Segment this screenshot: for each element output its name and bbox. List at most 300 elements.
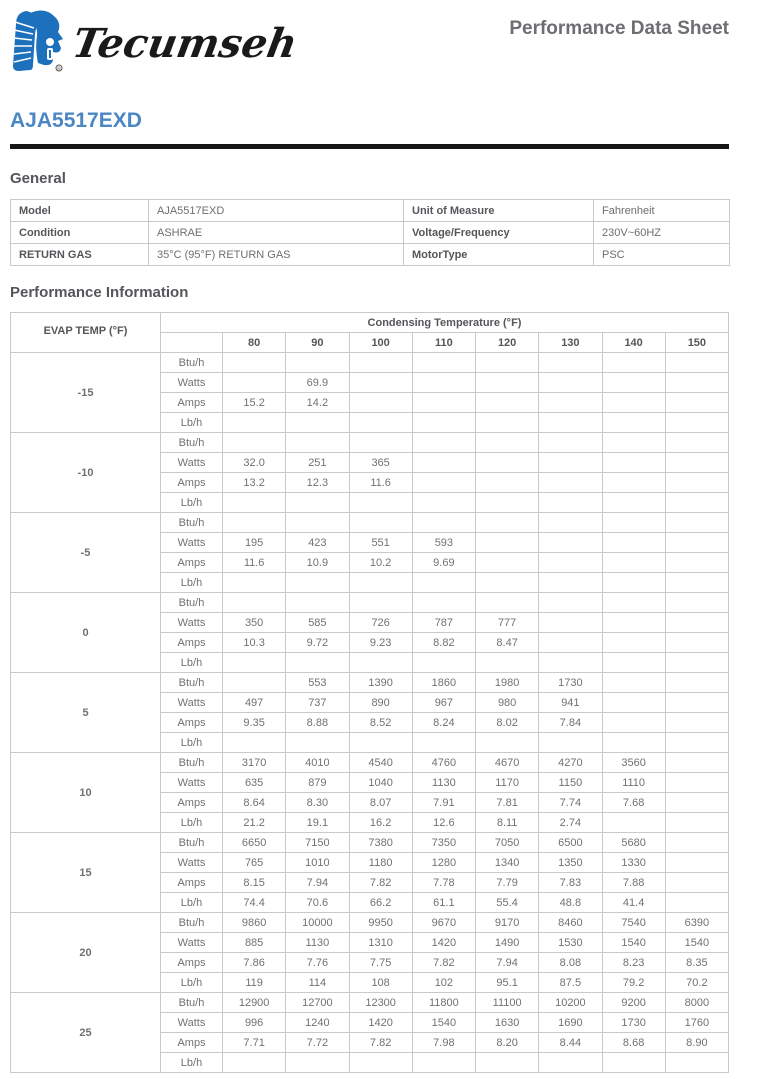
perf-value-cell — [223, 653, 286, 673]
perf-value-cell: 10.3 — [223, 633, 286, 653]
perf-value-cell: 890 — [349, 693, 412, 713]
perf-value-cell: 8.47 — [476, 633, 539, 653]
perf-value-cell: 7.72 — [286, 1033, 349, 1053]
perf-value-cell — [223, 593, 286, 613]
perf-value-cell: 87.5 — [539, 973, 602, 993]
perf-value-cell: 12.6 — [412, 813, 475, 833]
perf-value-cell — [602, 393, 665, 413]
perf-value-cell: 7.82 — [349, 1033, 412, 1053]
condensing-temp-column-header: 110 — [412, 333, 475, 353]
perf-value-cell — [602, 713, 665, 733]
svg-text:R: R — [57, 66, 61, 73]
perf-value-cell — [412, 433, 475, 453]
general-label: RETURN GAS — [11, 244, 149, 266]
tecumseh-wordmark: Tecumseh — [68, 19, 301, 67]
page-title: Performance Data Sheet — [509, 18, 729, 39]
perf-value-cell — [602, 493, 665, 513]
perf-value-cell — [412, 653, 475, 673]
evap-temp-cell: -5 — [11, 513, 161, 593]
perf-value-cell — [665, 433, 728, 453]
metric-label-cell: Btu/h — [161, 513, 223, 533]
perf-value-cell: 9950 — [349, 913, 412, 933]
perf-value-cell — [286, 353, 349, 373]
perf-data-row — [11, 513, 729, 533]
perf-value-cell: 66.2 — [349, 893, 412, 913]
metric-label-cell: Btu/h — [161, 353, 223, 373]
perf-value-cell: 1730 — [539, 673, 602, 693]
metric-label-cell: Lb/h — [161, 893, 223, 913]
perf-value-cell — [602, 693, 665, 713]
perf-value-cell — [539, 393, 602, 413]
perf-value-cell — [665, 393, 728, 413]
perf-data-row — [11, 433, 729, 453]
metric-label-cell: Watts — [161, 1013, 223, 1033]
perf-value-cell — [412, 413, 475, 433]
perf-value-cell — [412, 473, 475, 493]
perf-value-cell: 737 — [286, 693, 349, 713]
perf-value-cell — [665, 473, 728, 493]
perf-value-cell: 7.78 — [412, 873, 475, 893]
perf-value-cell — [412, 353, 475, 373]
perf-value-cell: 70.2 — [665, 973, 728, 993]
perf-value-cell — [286, 1053, 349, 1073]
perf-value-cell — [412, 733, 475, 753]
perf-value-cell — [602, 373, 665, 393]
perf-value-cell: 1330 — [602, 853, 665, 873]
performance-table — [10, 312, 729, 1073]
perf-value-cell: 12900 — [223, 993, 286, 1013]
tecumseh-logo — [10, 8, 301, 79]
perf-value-cell — [539, 633, 602, 653]
perf-value-cell — [665, 573, 728, 593]
perf-value-cell: 8.20 — [476, 1033, 539, 1053]
perf-value-cell: 12700 — [286, 993, 349, 1013]
perf-value-cell — [349, 513, 412, 533]
perf-value-cell: 32.0 — [223, 453, 286, 473]
perf-value-cell: 11100 — [476, 993, 539, 1013]
perf-value-cell — [602, 433, 665, 453]
metric-label-cell: Watts — [161, 933, 223, 953]
perf-value-cell — [223, 493, 286, 513]
perf-value-cell: 593 — [412, 533, 475, 553]
perf-value-cell: 10200 — [539, 993, 602, 1013]
perf-value-cell: 114 — [286, 973, 349, 993]
perf-value-cell — [286, 493, 349, 513]
metric-label-cell: Btu/h — [161, 753, 223, 773]
perf-value-cell — [665, 613, 728, 633]
perf-value-cell — [602, 353, 665, 373]
perf-value-cell — [602, 453, 665, 473]
metric-label-cell: Amps — [161, 713, 223, 733]
perf-value-cell: 102 — [412, 973, 475, 993]
perf-value-cell — [665, 793, 728, 813]
condensing-temp-column-header: 130 — [539, 333, 602, 353]
perf-value-cell — [665, 873, 728, 893]
metric-label-cell: Lb/h — [161, 573, 223, 593]
metric-label-cell: Btu/h — [161, 593, 223, 613]
general-value: AJA5517EXD — [149, 200, 404, 222]
general-label: Voltage/Frequency — [404, 222, 594, 244]
perf-value-cell: 497 — [223, 693, 286, 713]
divider-rule — [10, 144, 729, 149]
perf-value-cell — [539, 653, 602, 673]
perf-value-cell: 1010 — [286, 853, 349, 873]
metric-label-cell: Watts — [161, 533, 223, 553]
metric-label-cell: Btu/h — [161, 993, 223, 1013]
perf-value-cell: 7.83 — [539, 873, 602, 893]
perf-value-cell: 4670 — [476, 753, 539, 773]
perf-value-cell — [665, 693, 728, 713]
perf-value-cell: 1730 — [602, 1013, 665, 1033]
general-label: Model — [11, 200, 149, 222]
perf-value-cell — [476, 573, 539, 593]
evap-temp-cell: 15 — [11, 833, 161, 913]
perf-value-cell — [223, 373, 286, 393]
metric-label-cell: Amps — [161, 793, 223, 813]
perf-value-cell: 4010 — [286, 753, 349, 773]
perf-value-cell: 9.35 — [223, 713, 286, 733]
perf-value-cell: 1540 — [665, 933, 728, 953]
perf-value-cell: 55.4 — [476, 893, 539, 913]
perf-value-cell: 765 — [223, 853, 286, 873]
perf-value-cell: 11800 — [412, 993, 475, 1013]
perf-value-cell: 8.07 — [349, 793, 412, 813]
perf-value-cell: 1760 — [665, 1013, 728, 1033]
perf-value-cell — [476, 453, 539, 473]
perf-value-cell: 7.86 — [223, 953, 286, 973]
perf-value-cell: 7540 — [602, 913, 665, 933]
perf-value-cell — [286, 433, 349, 453]
perf-value-cell: 7.75 — [349, 953, 412, 973]
perf-value-cell — [223, 513, 286, 533]
perf-value-cell — [476, 1053, 539, 1073]
perf-value-cell: 119 — [223, 973, 286, 993]
perf-value-cell: 8.44 — [539, 1033, 602, 1053]
performance-table-body — [11, 353, 729, 1073]
perf-value-cell: 69.9 — [286, 373, 349, 393]
perf-value-cell: 7.94 — [476, 953, 539, 973]
perf-value-cell — [602, 613, 665, 633]
perf-value-cell: 1310 — [349, 933, 412, 953]
perf-value-cell — [665, 733, 728, 753]
metric-label-cell: Amps — [161, 393, 223, 413]
perf-value-cell — [476, 373, 539, 393]
perf-value-cell: 8.68 — [602, 1033, 665, 1053]
perf-value-cell — [412, 573, 475, 593]
perf-value-cell — [539, 513, 602, 533]
metric-label-cell: Amps — [161, 633, 223, 653]
perf-value-cell — [602, 733, 665, 753]
perf-value-cell — [286, 653, 349, 673]
perf-value-cell — [476, 413, 539, 433]
perf-value-cell — [665, 593, 728, 613]
perf-value-cell: 7.98 — [412, 1033, 475, 1053]
perf-value-cell: 8.23 — [602, 953, 665, 973]
evap-temp-cell: 0 — [11, 593, 161, 673]
perf-value-cell — [665, 833, 728, 853]
perf-value-cell — [476, 733, 539, 753]
perf-value-cell — [602, 473, 665, 493]
perf-value-cell — [412, 493, 475, 513]
perf-value-cell — [665, 513, 728, 533]
perf-value-cell: 8.11 — [476, 813, 539, 833]
metric-label-cell: Btu/h — [161, 833, 223, 853]
perf-value-cell — [286, 573, 349, 593]
perf-value-cell: 635 — [223, 773, 286, 793]
perf-value-cell — [412, 513, 475, 533]
perf-value-cell — [665, 853, 728, 873]
perf-value-cell — [665, 653, 728, 673]
perf-value-cell: 9170 — [476, 913, 539, 933]
perf-value-cell — [539, 613, 602, 633]
perf-value-cell: 350 — [223, 613, 286, 633]
perf-value-cell: 48.8 — [539, 893, 602, 913]
perf-value-cell — [349, 493, 412, 513]
perf-value-cell: 2.74 — [539, 813, 602, 833]
perf-value-cell: 7050 — [476, 833, 539, 853]
general-value: ASHRAE — [149, 222, 404, 244]
perf-value-cell: 1110 — [602, 773, 665, 793]
perf-value-cell — [223, 573, 286, 593]
perf-value-cell: 7.79 — [476, 873, 539, 893]
perf-value-cell — [539, 733, 602, 753]
perf-value-cell — [602, 653, 665, 673]
perf-value-cell: 7.94 — [286, 873, 349, 893]
perf-value-cell — [476, 513, 539, 533]
perf-value-cell — [602, 633, 665, 653]
perf-value-cell — [476, 653, 539, 673]
perf-value-cell — [539, 433, 602, 453]
perf-value-cell: 1420 — [412, 933, 475, 953]
perf-value-cell — [539, 1053, 602, 1073]
perf-value-cell: 8.88 — [286, 713, 349, 733]
performance-section-heading: Performance Information — [10, 284, 189, 301]
perf-value-cell — [476, 473, 539, 493]
perf-value-cell: 4270 — [539, 753, 602, 773]
perf-value-cell — [223, 733, 286, 753]
perf-value-cell — [286, 733, 349, 753]
perf-value-cell: 7.88 — [602, 873, 665, 893]
perf-value-cell — [665, 713, 728, 733]
perf-value-cell: 1150 — [539, 773, 602, 793]
perf-value-cell — [349, 733, 412, 753]
perf-value-cell: 8.30 — [286, 793, 349, 813]
perf-value-cell: 553 — [286, 673, 349, 693]
perf-value-cell: 1240 — [286, 1013, 349, 1033]
condensing-temp-column-header: 90 — [286, 333, 349, 353]
perf-value-cell: 1860 — [412, 673, 475, 693]
evap-temp-cell: -10 — [11, 433, 161, 513]
perf-value-cell: 5680 — [602, 833, 665, 853]
perf-value-cell — [476, 493, 539, 513]
perf-value-cell: 8.82 — [412, 633, 475, 653]
perf-value-cell — [665, 533, 728, 553]
evap-temp-header: EVAP TEMP (°F) — [11, 313, 161, 353]
perf-value-cell: 3560 — [602, 753, 665, 773]
perf-value-cell: 1980 — [476, 673, 539, 693]
perf-value-cell — [412, 453, 475, 473]
perf-value-cell: 1170 — [476, 773, 539, 793]
perf-value-cell — [539, 473, 602, 493]
perf-value-cell: 61.1 — [412, 893, 475, 913]
general-row — [11, 222, 730, 244]
perf-value-cell: 12.3 — [286, 473, 349, 493]
general-value: Fahrenheit — [594, 200, 730, 222]
perf-value-cell — [412, 373, 475, 393]
perf-value-cell — [602, 533, 665, 553]
perf-value-cell: 8.08 — [539, 953, 602, 973]
tecumseh-chief-head-icon — [10, 8, 67, 79]
perf-value-cell: 1390 — [349, 673, 412, 693]
perf-value-cell — [602, 513, 665, 533]
perf-value-cell — [223, 353, 286, 373]
condensing-temp-column-header: 100 — [349, 333, 412, 353]
evap-temp-cell: 10 — [11, 753, 161, 833]
perf-value-cell — [665, 413, 728, 433]
condensing-temp-column-header: 140 — [602, 333, 665, 353]
perf-data-row — [11, 353, 729, 373]
metric-label-cell: Amps — [161, 953, 223, 973]
perf-value-cell: 8.24 — [412, 713, 475, 733]
metric-label-cell: Btu/h — [161, 673, 223, 693]
evap-temp-cell: 5 — [11, 673, 161, 753]
perf-value-cell — [412, 593, 475, 613]
metric-label-cell: Btu/h — [161, 913, 223, 933]
metric-label-cell: Watts — [161, 453, 223, 473]
perf-value-cell: 74.4 — [223, 893, 286, 913]
perf-value-cell: 6500 — [539, 833, 602, 853]
perf-value-cell: 8.35 — [665, 953, 728, 973]
perf-value-cell — [539, 413, 602, 433]
perf-header-row-1 — [11, 313, 729, 333]
perf-value-cell: 879 — [286, 773, 349, 793]
perf-value-cell: 8.02 — [476, 713, 539, 733]
metric-label-cell: Lb/h — [161, 813, 223, 833]
evap-temp-cell: -15 — [11, 353, 161, 433]
perf-value-cell — [665, 893, 728, 913]
perf-value-cell: 70.6 — [286, 893, 349, 913]
perf-value-cell: 7350 — [412, 833, 475, 853]
perf-value-cell: 1490 — [476, 933, 539, 953]
perf-value-cell: 11.6 — [223, 553, 286, 573]
perf-value-cell: 8.90 — [665, 1033, 728, 1053]
general-label: Condition — [11, 222, 149, 244]
perf-value-cell: 7.91 — [412, 793, 475, 813]
perf-value-cell — [539, 453, 602, 473]
general-label: MotorType — [404, 244, 594, 266]
perf-value-cell: 7.71 — [223, 1033, 286, 1053]
perf-value-cell — [539, 353, 602, 373]
perf-value-cell — [349, 1053, 412, 1073]
metric-column-header — [161, 333, 223, 353]
perf-value-cell — [602, 573, 665, 593]
perf-value-cell — [602, 1053, 665, 1073]
perf-value-cell: 8.52 — [349, 713, 412, 733]
perf-value-cell — [223, 673, 286, 693]
condensing-temp-header: Condensing Temperature (°F) — [161, 313, 729, 333]
perf-value-cell: 1040 — [349, 773, 412, 793]
perf-value-cell — [665, 353, 728, 373]
perf-value-cell — [665, 453, 728, 473]
perf-value-cell: 941 — [539, 693, 602, 713]
metric-label-cell: Watts — [161, 373, 223, 393]
perf-value-cell — [476, 353, 539, 373]
perf-value-cell — [412, 1053, 475, 1073]
perf-value-cell: 251 — [286, 453, 349, 473]
perf-value-cell: 996 — [223, 1013, 286, 1033]
perf-data-row — [11, 993, 729, 1013]
perf-value-cell: 9.23 — [349, 633, 412, 653]
perf-value-cell: 12300 — [349, 993, 412, 1013]
perf-value-cell: 1540 — [602, 933, 665, 953]
perf-value-cell: 6650 — [223, 833, 286, 853]
perf-value-cell: 1340 — [476, 853, 539, 873]
perf-value-cell — [665, 813, 728, 833]
perf-value-cell — [665, 673, 728, 693]
perf-value-cell — [286, 593, 349, 613]
perf-value-cell — [476, 433, 539, 453]
perf-value-cell: 1530 — [539, 933, 602, 953]
perf-value-cell: 3170 — [223, 753, 286, 773]
perf-value-cell — [349, 573, 412, 593]
perf-value-cell — [602, 553, 665, 573]
perf-value-cell — [349, 413, 412, 433]
perf-value-cell — [223, 1053, 286, 1073]
perf-value-cell: 7150 — [286, 833, 349, 853]
perf-value-cell: 13.2 — [223, 473, 286, 493]
perf-value-cell — [665, 373, 728, 393]
perf-value-cell: 79.2 — [602, 973, 665, 993]
perf-value-cell: 9670 — [412, 913, 475, 933]
perf-value-cell: 885 — [223, 933, 286, 953]
perf-value-cell — [539, 533, 602, 553]
perf-value-cell — [476, 533, 539, 553]
perf-value-cell: 7.74 — [539, 793, 602, 813]
perf-value-cell: 980 — [476, 693, 539, 713]
perf-value-cell — [349, 393, 412, 413]
perf-value-cell: 10.9 — [286, 553, 349, 573]
perf-value-cell — [539, 553, 602, 573]
perf-value-cell — [665, 1053, 728, 1073]
perf-value-cell: 4540 — [349, 753, 412, 773]
perf-value-cell: 1130 — [412, 773, 475, 793]
perf-value-cell: 9200 — [602, 993, 665, 1013]
metric-label-cell: Amps — [161, 873, 223, 893]
perf-value-cell: 8460 — [539, 913, 602, 933]
perf-value-cell — [412, 393, 475, 413]
perf-value-cell: 9.72 — [286, 633, 349, 653]
metric-label-cell: Lb/h — [161, 653, 223, 673]
metric-label-cell: Amps — [161, 553, 223, 573]
perf-value-cell: 585 — [286, 613, 349, 633]
evap-temp-cell: 20 — [11, 913, 161, 993]
perf-data-row — [11, 833, 729, 853]
perf-value-cell — [349, 373, 412, 393]
metric-label-cell: Amps — [161, 1033, 223, 1053]
perf-value-cell — [476, 393, 539, 413]
perf-data-row — [11, 593, 729, 613]
perf-value-cell — [665, 773, 728, 793]
perf-value-cell — [665, 753, 728, 773]
perf-value-cell: 423 — [286, 533, 349, 553]
perf-value-cell: 195 — [223, 533, 286, 553]
perf-value-cell — [539, 373, 602, 393]
metric-label-cell: Btu/h — [161, 433, 223, 453]
perf-value-cell — [665, 493, 728, 513]
general-row — [11, 200, 730, 222]
perf-value-cell — [349, 433, 412, 453]
perf-value-cell: 551 — [349, 533, 412, 553]
